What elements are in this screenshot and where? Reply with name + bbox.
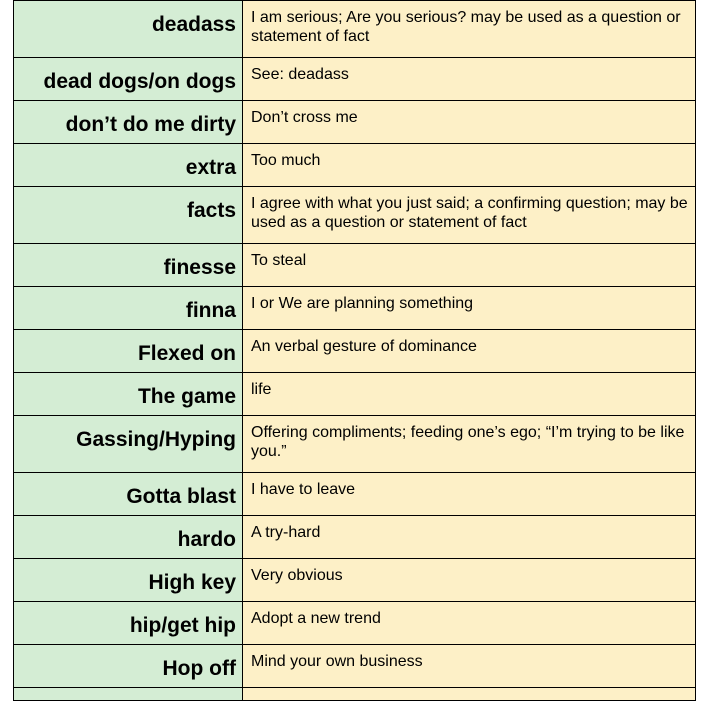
definition-cell-empty (243, 688, 696, 701)
table-row (14, 187, 696, 244)
table-row (14, 330, 696, 373)
term-cell: hardo (14, 516, 243, 559)
term-cell: Gassing/Hyping (14, 416, 243, 473)
term-cell: finesse (14, 244, 243, 287)
table-row (14, 645, 696, 688)
definition-cell: I am serious; Are you serious? may be used as a question or statement of fact (243, 1, 696, 58)
term-cell-empty (14, 688, 243, 701)
table-row (14, 144, 696, 187)
term-cell: The game (14, 373, 243, 416)
term-cell: hip/get hip (14, 602, 243, 645)
table-row (14, 473, 696, 516)
table-row (14, 602, 696, 645)
table-row (14, 516, 696, 559)
definition-cell: See: deadass (243, 58, 696, 101)
term-cell: Flexed on (14, 330, 243, 373)
definition-cell: Mind your own business (243, 645, 696, 688)
definition-cell: Adopt a new trend (243, 602, 696, 645)
definition-cell: I agree with what you just said; a confirming question; may be used as a question or statement of fact (243, 187, 696, 244)
term-cell: dead dogs/on dogs (14, 58, 243, 101)
term-cell: don’t do me dirty (14, 101, 243, 144)
definition-cell: I have to leave (243, 473, 696, 516)
definition-cell: A try-hard (243, 516, 696, 559)
term-cell: finna (14, 287, 243, 330)
term-cell: extra (14, 144, 243, 187)
term-cell: Gotta blast (14, 473, 243, 516)
term-cell: facts (14, 187, 243, 244)
definition-cell: life (243, 373, 696, 416)
definition-cell: To steal (243, 244, 696, 287)
table-row (14, 58, 696, 101)
term-cell: deadass (14, 1, 243, 58)
definition-cell: Offering compliments; feeding one’s ego; “I’m trying to be like you.” (243, 416, 696, 473)
definition-cell: Very obvious (243, 559, 696, 602)
definition-cell: Too much (243, 144, 696, 187)
table-row-partial (14, 688, 696, 701)
definition-cell: An verbal gesture of dominance (243, 330, 696, 373)
table-row (14, 373, 696, 416)
table-row (14, 559, 696, 602)
term-cell: High key (14, 559, 243, 602)
slang-glossary-table (13, 0, 696, 701)
table-row (14, 416, 696, 473)
table-row (14, 287, 696, 330)
table-row (14, 244, 696, 287)
table-row (14, 101, 696, 144)
definition-cell: I or We are planning something (243, 287, 696, 330)
table-row (14, 1, 696, 58)
definition-cell: Don’t cross me (243, 101, 696, 144)
term-cell: Hop off (14, 645, 243, 688)
